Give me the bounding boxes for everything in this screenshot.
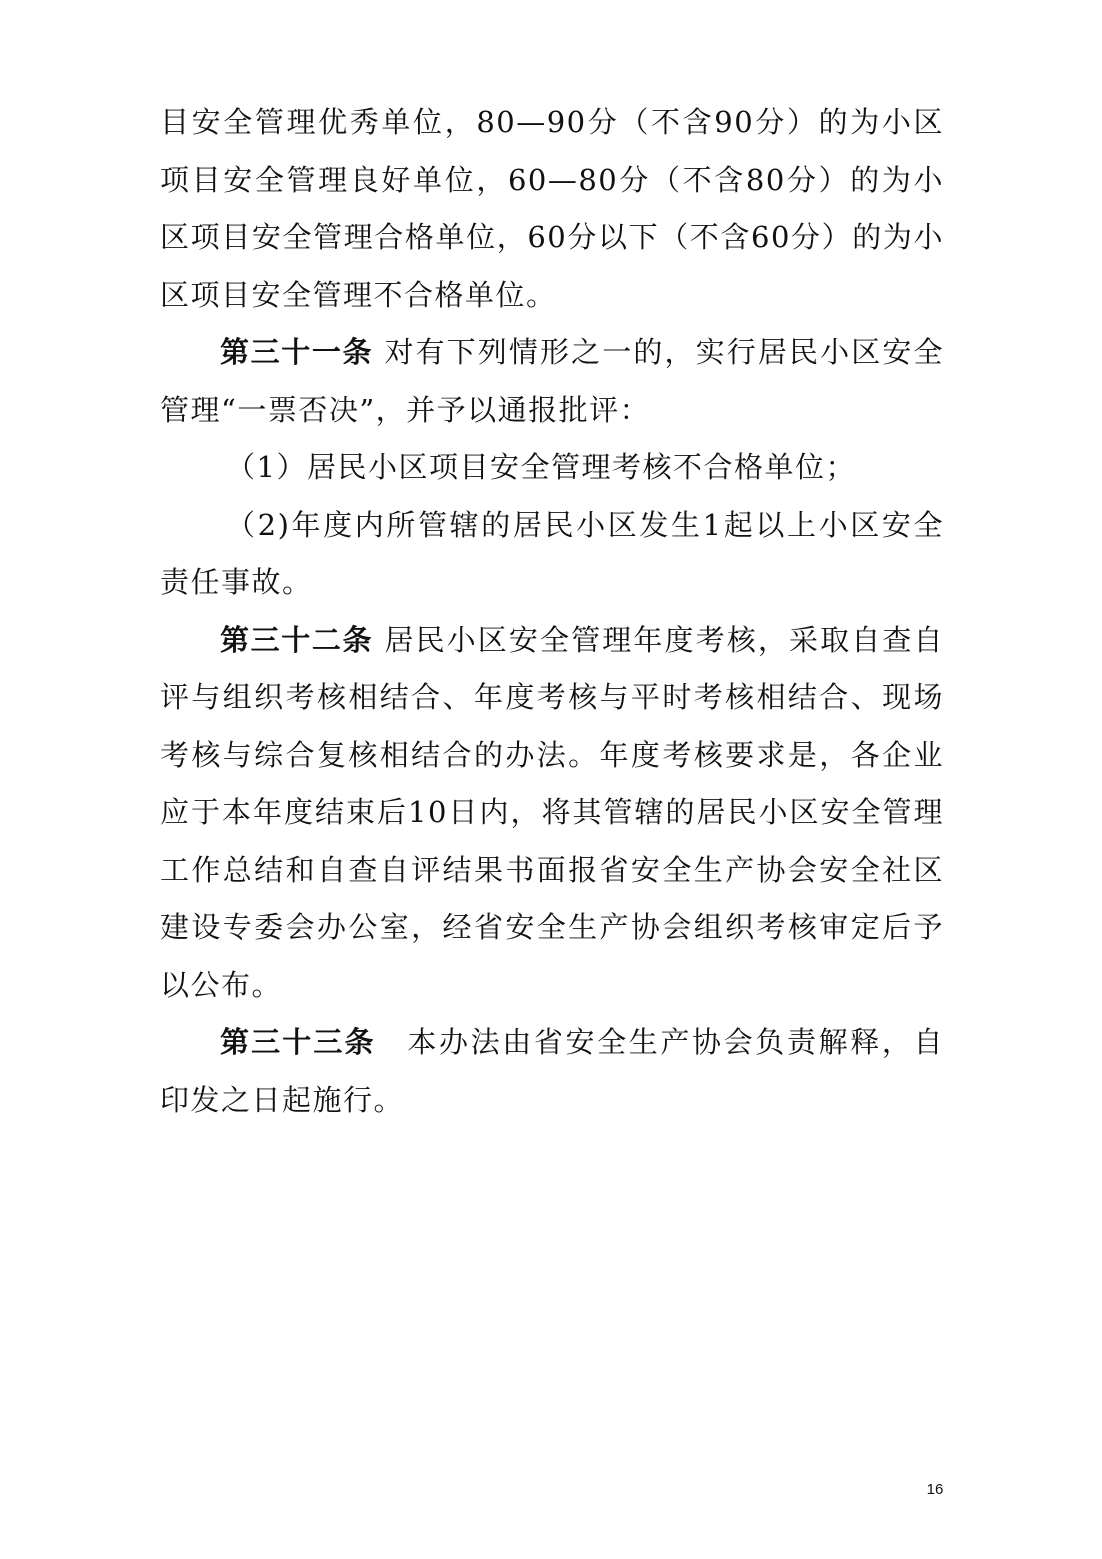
article-31 xyxy=(160,324,944,439)
article-32 xyxy=(160,612,944,1015)
article-32-heading: 第三十二条 xyxy=(220,622,374,657)
document-body xyxy=(160,94,944,1129)
article-31-heading: 第三十一条 xyxy=(220,335,374,369)
article-33-heading: 第三十三条 xyxy=(220,1025,376,1059)
article-31-item-2: （2)年度内所管辖的居民小区发生1起以上小区安全责任事故。 xyxy=(160,507,944,599)
article-33-body: 本办法由省安全生产协会负责解释，自印发之日起施行。 xyxy=(160,1025,944,1117)
article-33 xyxy=(160,1014,944,1129)
page-number: 16 xyxy=(926,1481,944,1498)
paragraph-continuation: 目安全管理优秀单位，80—90分（不含90分）的为小区项目安全管理良好单位，60—80分（不含80分）的为小区项目安全管理合格单位，60分以下（不含60分）的为小区项目安全管理不合格单位。 xyxy=(160,105,944,312)
article-31-body: 对有下列情形之一的，实行居民小区安全管理“一票否决”，并予以通报批评： xyxy=(160,335,944,427)
article-32-body: 居民小区安全管理年度考核，采取自查自评与组织考核相结合、年度考核与平时考核相结合、现场考核与综合复核相结合的办法。年度考核要求是，各企业应于本年度结束后10日内，将其管辖的居民小区安全管理工作总结和自查自评结果书面报省安全生产协会安全社区建设专委会办公室，经省安全生产协会组织考核审定后予以公布。 xyxy=(160,622,944,1002)
article-31-item-1: （1）居民小区项目安全管理考核不合格单位； xyxy=(226,450,856,484)
